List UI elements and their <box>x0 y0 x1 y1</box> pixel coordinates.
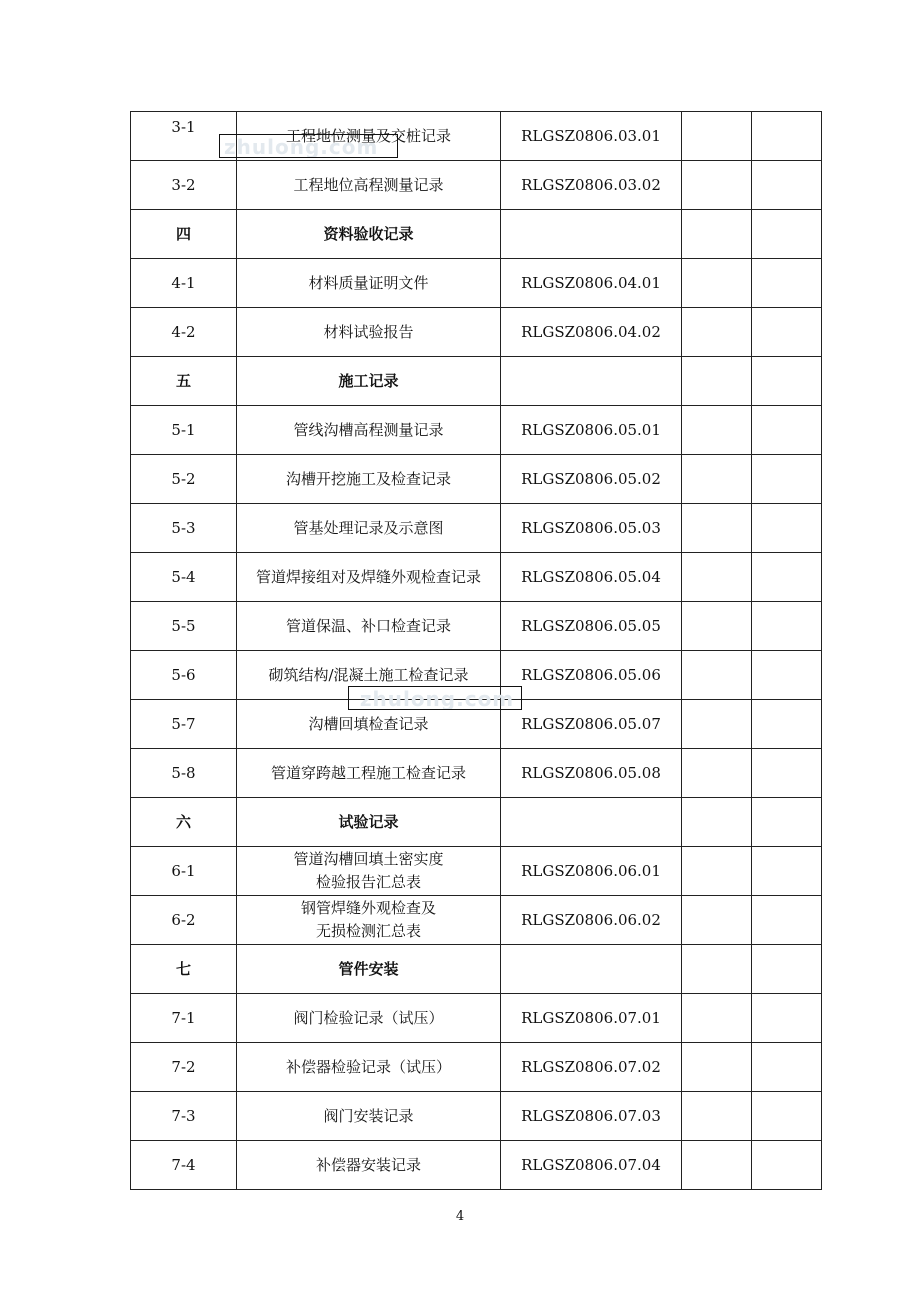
blank-cell <box>752 210 822 259</box>
record-code <box>501 161 682 210</box>
blank-cell <box>682 1092 752 1141</box>
record-name <box>237 161 501 210</box>
table-row <box>131 1141 822 1190</box>
blank-cell <box>682 308 752 357</box>
row-number <box>131 945 237 994</box>
record-code-text: RLGSZ0806.05.07 <box>521 714 661 733</box>
records-table-body <box>131 112 822 1190</box>
record-code <box>501 455 682 504</box>
blank-cell <box>752 308 822 357</box>
record-name-text: 补偿器安装记录 <box>315 1155 421 1174</box>
row-number <box>131 406 237 455</box>
row-number <box>131 308 237 357</box>
blank-cell <box>682 357 752 406</box>
section-row <box>131 798 822 847</box>
record-name-text: 管道沟槽回填土密实度 检验报告汇总表 <box>293 850 444 891</box>
blank-cell <box>682 161 752 210</box>
table-row <box>131 259 822 308</box>
blank-cell <box>682 259 752 308</box>
record-name <box>237 210 501 259</box>
blank-cell <box>682 798 752 847</box>
row-number <box>131 504 237 553</box>
record-name-text: 阀门检验记录（试压） <box>293 1008 444 1027</box>
blank-cell <box>682 945 752 994</box>
row-number-text: 6-1 <box>171 861 196 880</box>
row-number-text: 7-4 <box>171 1155 196 1174</box>
records-table <box>130 111 822 1190</box>
blank-cell <box>752 651 822 700</box>
table-row <box>131 455 822 504</box>
table-row <box>131 602 822 651</box>
record-code <box>501 1141 682 1190</box>
row-number-text: 3-2 <box>171 175 196 194</box>
blank-cell <box>682 1043 752 1092</box>
blank-cell <box>752 847 822 896</box>
row-number <box>131 1141 237 1190</box>
table-row <box>131 749 822 798</box>
record-name-text: 管道穿跨越工程施工检查记录 <box>270 763 466 782</box>
table-row <box>131 504 822 553</box>
blank-cell <box>682 553 752 602</box>
page-number: 4 <box>455 1209 465 1224</box>
table-row <box>131 994 822 1043</box>
table-row <box>131 896 822 945</box>
table-row <box>131 161 822 210</box>
blank-cell <box>752 602 822 651</box>
row-number <box>131 210 237 259</box>
record-code-text: RLGSZ0806.07.03 <box>521 1106 661 1125</box>
row-number <box>131 994 237 1043</box>
record-name-text: 管道保温、补口检查记录 <box>285 616 451 635</box>
row-number-text: 5-4 <box>171 567 196 586</box>
blank-cell <box>752 1043 822 1092</box>
record-name-text: 工程地位高程测量记录 <box>293 175 444 194</box>
blank-cell <box>752 553 822 602</box>
table-row <box>131 406 822 455</box>
row-number <box>131 651 237 700</box>
record-code <box>501 749 682 798</box>
row-number-text: 5-5 <box>171 616 196 635</box>
record-name <box>237 1141 501 1190</box>
record-name <box>237 847 501 896</box>
record-code-text: RLGSZ0806.06.02 <box>521 910 661 929</box>
blank-cell <box>682 112 752 161</box>
record-name <box>237 553 501 602</box>
record-code <box>501 406 682 455</box>
blank-cell <box>752 798 822 847</box>
record-name-text: 管道焊接组对及焊缝外观检查记录 <box>255 567 481 586</box>
record-code <box>501 504 682 553</box>
row-number-text: 7-2 <box>171 1057 196 1076</box>
record-code-text: RLGSZ0806.07.01 <box>521 1008 661 1027</box>
table-row <box>131 847 822 896</box>
row-number <box>131 798 237 847</box>
row-number-text: 7-3 <box>171 1106 196 1125</box>
record-code <box>501 994 682 1043</box>
record-code-text: RLGSZ0806.04.02 <box>521 322 661 341</box>
record-code-text: RLGSZ0806.05.01 <box>521 420 661 439</box>
row-number-text: 五 <box>175 371 191 390</box>
row-number-text: 7-1 <box>171 1008 196 1027</box>
blank-cell <box>752 1141 822 1190</box>
record-code-text: RLGSZ0806.05.08 <box>521 763 661 782</box>
row-number-text: 5-8 <box>171 763 196 782</box>
row-number-text: 5-3 <box>171 518 196 537</box>
blank-cell <box>682 504 752 553</box>
record-code <box>501 210 682 259</box>
record-code <box>501 798 682 847</box>
blank-cell <box>682 749 752 798</box>
record-name-text: 阀门安装记录 <box>323 1106 414 1125</box>
record-code <box>501 602 682 651</box>
record-code <box>501 945 682 994</box>
row-number-text: 四 <box>175 224 191 243</box>
record-code <box>501 308 682 357</box>
section-row <box>131 357 822 406</box>
record-name-text: 试验记录 <box>338 812 399 831</box>
record-code-text: RLGSZ0806.05.02 <box>521 469 661 488</box>
record-name-text: 沟槽开挖施工及检查记录 <box>285 469 451 488</box>
record-name <box>237 798 501 847</box>
blank-cell <box>682 700 752 749</box>
blank-cell <box>752 357 822 406</box>
blank-cell <box>752 161 822 210</box>
blank-cell <box>752 749 822 798</box>
blank-cell <box>682 210 752 259</box>
record-code <box>501 112 682 161</box>
blank-cell <box>682 406 752 455</box>
record-name <box>237 259 501 308</box>
record-name-text: 钢管焊缝外观检查及 无损检测汇总表 <box>300 899 436 940</box>
record-code <box>501 700 682 749</box>
table-row <box>131 553 822 602</box>
record-name-text: 材料试验报告 <box>323 322 414 341</box>
row-number <box>131 700 237 749</box>
record-name <box>237 1043 501 1092</box>
record-code <box>501 553 682 602</box>
record-code <box>501 847 682 896</box>
row-number <box>131 896 237 945</box>
blank-cell <box>682 994 752 1043</box>
blank-cell <box>682 1141 752 1190</box>
row-number <box>131 553 237 602</box>
record-name <box>237 504 501 553</box>
record-code-text: RLGSZ0806.07.02 <box>521 1057 661 1076</box>
record-code-text: RLGSZ0806.07.04 <box>521 1155 661 1174</box>
row-number-text: 5-1 <box>171 420 196 439</box>
row-number-text: 六 <box>175 812 191 831</box>
row-number <box>131 161 237 210</box>
record-name-text: 工程地位测量及交桩记录 <box>285 126 451 145</box>
blank-cell <box>752 994 822 1043</box>
record-code <box>501 259 682 308</box>
table-row <box>131 1043 822 1092</box>
row-number <box>131 259 237 308</box>
record-code <box>501 357 682 406</box>
record-name <box>237 308 501 357</box>
row-number-text: 4-1 <box>171 273 196 292</box>
watermark-box: zhulong.com <box>219 134 398 158</box>
row-number <box>131 455 237 504</box>
record-name <box>237 749 501 798</box>
record-code <box>501 1043 682 1092</box>
blank-cell <box>752 504 822 553</box>
blank-cell <box>682 455 752 504</box>
row-number-text: 5-6 <box>171 665 196 684</box>
record-name <box>237 406 501 455</box>
blank-cell <box>752 455 822 504</box>
watermark-box: zhulong.com <box>348 686 522 710</box>
record-name <box>237 945 501 994</box>
record-name-text: 沟槽回填检查记录 <box>308 714 429 733</box>
blank-cell <box>682 847 752 896</box>
row-number-text: 3-1 <box>171 118 196 136</box>
record-code-text: RLGSZ0806.04.01 <box>521 273 661 292</box>
row-number <box>131 847 237 896</box>
record-name-text: 补偿器检验记录（试压） <box>285 1057 451 1076</box>
record-code-text: RLGSZ0806.05.04 <box>521 567 661 586</box>
blank-cell <box>682 602 752 651</box>
record-code-text: RLGSZ0806.03.02 <box>521 175 661 194</box>
record-code-text: RLGSZ0806.05.03 <box>521 518 661 537</box>
record-code <box>501 651 682 700</box>
record-code <box>501 1092 682 1141</box>
blank-cell <box>752 259 822 308</box>
blank-cell <box>752 112 822 161</box>
row-number-text: 6-2 <box>171 910 196 929</box>
row-number <box>131 1092 237 1141</box>
record-name-text: 材料质量证明文件 <box>308 273 429 292</box>
row-number <box>131 1043 237 1092</box>
record-name-text: 管基处理记录及示意图 <box>293 518 444 537</box>
record-name <box>237 1092 501 1141</box>
blank-cell <box>752 896 822 945</box>
section-row <box>131 210 822 259</box>
row-number <box>131 602 237 651</box>
record-name-text: 砌筑结构/混凝土施工检查记录 <box>268 665 469 684</box>
row-number-text: 5-7 <box>171 714 196 733</box>
record-name <box>237 455 501 504</box>
blank-cell <box>752 406 822 455</box>
record-code-text: RLGSZ0806.06.01 <box>521 861 661 880</box>
section-row <box>131 945 822 994</box>
row-number <box>131 357 237 406</box>
table-row <box>131 308 822 357</box>
record-name <box>237 896 501 945</box>
record-name-text: 管件安装 <box>338 959 399 978</box>
record-code <box>501 896 682 945</box>
record-code-text: RLGSZ0806.05.06 <box>521 665 661 684</box>
blank-cell <box>752 1092 822 1141</box>
blank-cell <box>752 945 822 994</box>
record-name-text: 资料验收记录 <box>323 224 414 243</box>
blank-cell <box>682 896 752 945</box>
record-name-text: 施工记录 <box>338 371 399 390</box>
record-name <box>237 357 501 406</box>
record-name <box>237 994 501 1043</box>
blank-cell <box>752 700 822 749</box>
record-name <box>237 602 501 651</box>
row-number-text: 4-2 <box>171 322 196 341</box>
table-row <box>131 1092 822 1141</box>
row-number-text: 5-2 <box>171 469 196 488</box>
blank-cell <box>682 651 752 700</box>
row-number-text: 七 <box>175 959 191 978</box>
row-number <box>131 749 237 798</box>
record-code-text: RLGSZ0806.05.05 <box>521 616 661 635</box>
record-code-text: RLGSZ0806.03.01 <box>521 126 661 145</box>
record-name-text: 管线沟槽高程测量记录 <box>293 420 444 439</box>
